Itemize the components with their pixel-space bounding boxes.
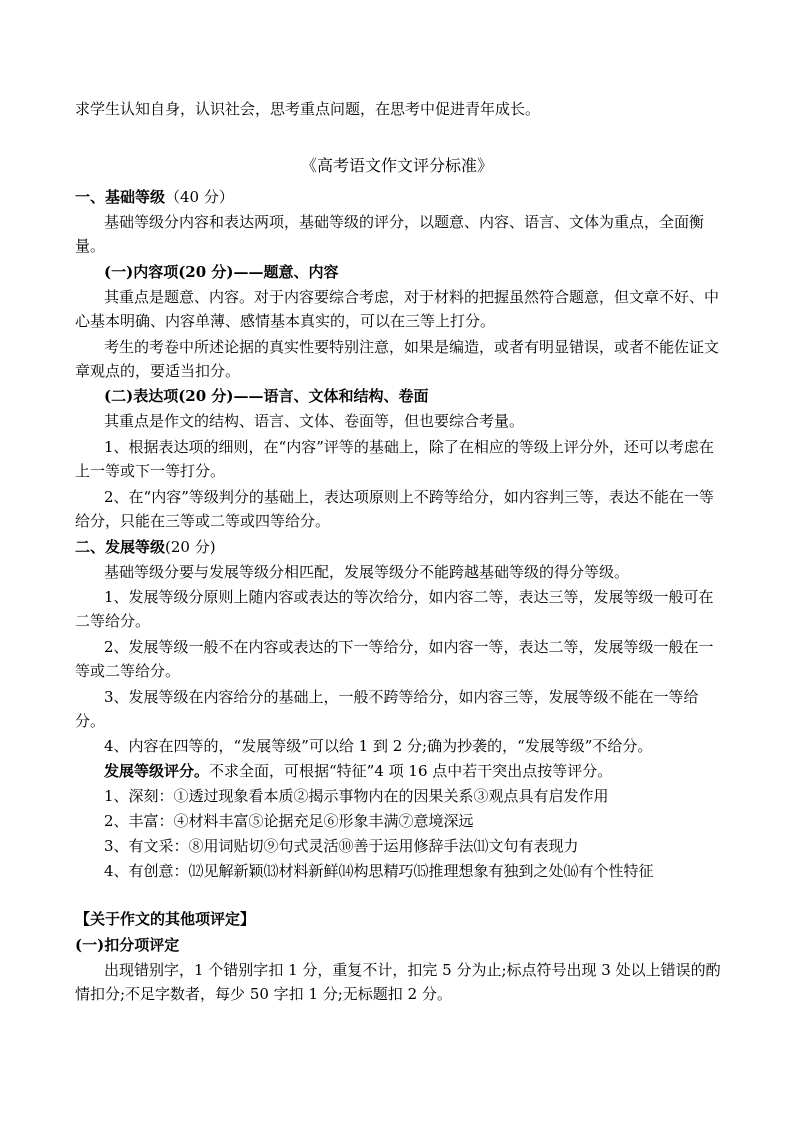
section-2-heading-label: 二、发展等级	[75, 538, 166, 556]
content-item-heading: (一)内容项(20 分)——题意、内容	[104, 263, 339, 281]
section-2-paragraph-4: 3、发展等级在内容给分的基础上，一般不跨等给分，如内容三等，发展等级不能在一等给分。	[75, 688, 699, 731]
expression-item-paragraph-3: 2、在“内容”等级判分的基础上，表达项原则上不跨等给分，如内容判三等，表达不能在一等给分，只能在三等或二等或四等给分。	[75, 488, 714, 531]
development-evaluation-label: 发展等级评分。	[104, 762, 210, 780]
section-2-paragraph-2: 1、发展等级分原则上随内容或表达的等次给分，如内容二等，表达三等，发展等级一般可在二等给分。	[75, 588, 714, 631]
expression-item-paragraph-2: 1、根据表达项的细则，在“内容”评等的基础上，除了在相应的等级上评分外，还可以考虑在上一等或下一等打分。	[75, 438, 714, 481]
feature-item: 3、有文采：⑧用词贴切⑨句式灵活⑩善于运用修辞手法⑾文句有表现力	[104, 837, 579, 855]
feature-item: 1、深刻：①透过现象看本质②揭示事物内在的因果关系③观点具有启发作用	[104, 787, 609, 805]
section-2-paragraph-1: 基础等级分要与发展等级分相匹配，发展等级分不能跨越基础等级的得分等级。	[104, 563, 630, 581]
intro-tail-text: 求学生认知自身，认识社会，思考重点问题，在思考中促进青年成长。	[75, 100, 541, 118]
content-item-paragraph-1: 其重点是题意、内容。对于内容要综合考虑，对于材料的把握虽然符合题意，但文章不好、中心基本明确、内容单薄、感情基本真实的，可以在三等上打分。	[75, 288, 720, 331]
feature-item: 2、丰富：④材料丰富⑤论据充足⑥形象丰满⑦意境深远	[104, 812, 474, 830]
section-2-heading-score: (20 分)	[165, 538, 216, 556]
section-1-heading-label: 一、基础等级	[75, 188, 166, 206]
expression-item-heading: (二)表达项(20 分)——语言、文体和结构、卷面	[104, 387, 429, 405]
development-evaluation-line	[75, 759, 723, 783]
development-evaluation-text: 不求全面，可根据“特征”4 项 16 点中若干突出点按等评分。	[209, 762, 613, 780]
expression-item-paragraph-1: 其重点是作文的结构、语言、文体、卷面等，但也要综合考量。	[104, 412, 525, 430]
other-items-heading: 【关于作文的其他项评定】	[75, 910, 256, 928]
section-2-heading	[75, 535, 723, 559]
deduction-item-paragraph: 出现错别字，1 个错别字扣 1 分，重复不计，扣完 5 分为止;标点符号出现 3 处以上错误的酌情扣分;不足字数者，每少 50 字扣 1 分;无标题扣 2 分。	[75, 961, 721, 1004]
feature-item: 4、有创意：⑿见解新颖⒀材料新鲜⒁构思精巧⒂推理想象有独到之处⒃有个性特征	[104, 862, 654, 880]
section-2-paragraph-5: 4、内容在四等的，“发展等级”可以给 1 到 2 分;确为抄袭的，“发展等级”不给分。	[104, 737, 653, 755]
page-title: 《高考语文作文评分标准》	[300, 156, 493, 175]
section-1-heading	[75, 185, 723, 209]
section-2-paragraph-3: 2、发展等级一般不在内容或表达的下一等给分，如内容一等，表达二等，发展等级一般在一等或二等给分。	[75, 638, 714, 681]
content-item-paragraph-2: 考生的考卷中所述论据的真实性要特别注意，如果是编造，或者有明显错误，或者不能佐证文章观点的，要适当扣分。	[75, 338, 720, 381]
section-1-intro: 基础等级分内容和表达两项，基础等级的评分，以题意、内容、语言、文体为重点，全面衡量。	[75, 213, 705, 256]
deduction-item-heading: (一)扣分项评定	[75, 936, 180, 954]
section-1-heading-score: （40 分）	[165, 188, 234, 206]
